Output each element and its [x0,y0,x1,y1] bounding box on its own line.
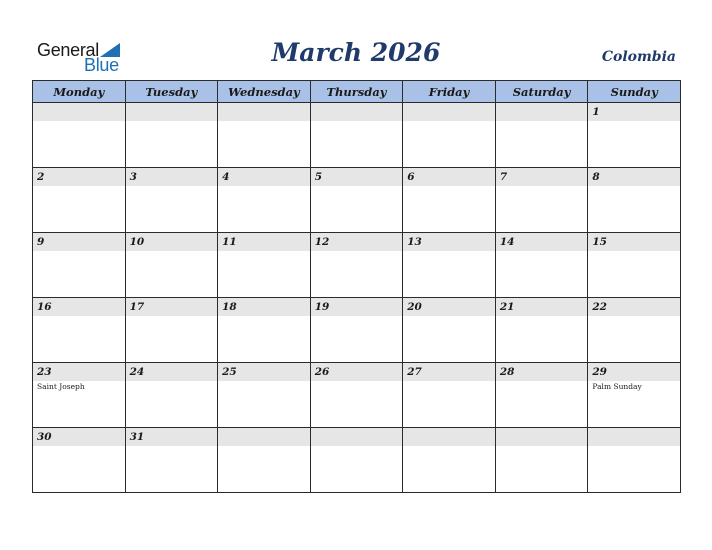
calendar-day-cell [588,168,681,233]
day-number: 29 [588,363,680,381]
day-number: 4 [218,168,310,186]
day-number: 21 [496,298,588,316]
page-title: March 2026 [271,38,441,67]
day-number [403,103,495,121]
calendar-day-cell [588,363,681,428]
day-number: 31 [126,428,218,446]
calendar-week-row [33,103,681,168]
day-number: 26 [311,363,403,381]
day-number [33,103,125,121]
weekday-header: Wednesday [218,81,311,103]
calendar-day-cell [495,103,588,168]
calendar-day-cell [218,428,311,493]
calendar-day-cell [310,103,403,168]
day-number [311,103,403,121]
calendar-week-row [33,233,681,298]
calendar-day-cell [218,103,311,168]
day-number: 27 [403,363,495,381]
calendar-day-cell [33,233,126,298]
calendar-day-cell [218,168,311,233]
calendar-day-cell [588,233,681,298]
day-number: 12 [311,233,403,251]
day-number: 25 [218,363,310,381]
calendar-day-cell [403,428,496,493]
day-number: 9 [33,233,125,251]
calendar-day-cell [495,363,588,428]
calendar-week-row [33,363,681,428]
holiday-label: Palm Sunday [592,382,642,391]
day-number [218,103,310,121]
day-number: 18 [218,298,310,316]
calendar-day-cell [33,103,126,168]
calendar-grid [32,80,681,493]
day-number: 2 [33,168,125,186]
calendar-week-row [33,168,681,233]
day-number: 19 [311,298,403,316]
day-number: 3 [126,168,218,186]
weekday-header: Sunday [588,81,681,103]
day-number: 22 [588,298,680,316]
day-number: 6 [403,168,495,186]
day-number [218,428,310,446]
calendar-day-cell [218,233,311,298]
calendar-day-cell [218,298,311,363]
calendar-day-cell [33,428,126,493]
logo-text-general: General [37,40,99,60]
day-number [311,428,403,446]
day-number: 13 [403,233,495,251]
calendar-day-cell [495,168,588,233]
calendar-day-cell [33,168,126,233]
day-number: 24 [126,363,218,381]
calendar-day-cell [218,363,311,428]
day-number: 14 [496,233,588,251]
day-number [588,428,680,446]
calendar-week-row [33,428,681,493]
calendar-day-cell [588,103,681,168]
day-number: 20 [403,298,495,316]
holiday-label: Saint Joseph [37,382,85,391]
calendar-day-cell [33,298,126,363]
calendar-day-cell [588,298,681,363]
calendar-day-cell [310,233,403,298]
day-number [126,103,218,121]
calendar-day-cell [310,168,403,233]
day-number: 17 [126,298,218,316]
calendar-day-cell [403,298,496,363]
calendar-day-cell [310,298,403,363]
weekday-header: Thursday [310,81,403,103]
day-number: 15 [588,233,680,251]
calendar-day-cell [125,233,218,298]
day-number: 23 [33,363,125,381]
calendar-day-cell [125,103,218,168]
day-number: 10 [126,233,218,251]
calendar-day-cell [495,428,588,493]
calendar-day-cell [125,298,218,363]
day-number [403,428,495,446]
calendar-day-cell [403,233,496,298]
weekday-header: Saturday [495,81,588,103]
weekday-header: Monday [33,81,126,103]
calendar-day-cell [125,428,218,493]
day-number: 5 [311,168,403,186]
day-number [496,428,588,446]
weekday-header-row [33,81,681,103]
calendar-day-cell [495,233,588,298]
weekday-header: Tuesday [125,81,218,103]
day-number: 7 [496,168,588,186]
calendar-day-cell [403,168,496,233]
calendar-day-cell [403,363,496,428]
day-number: 1 [588,103,680,121]
calendar-day-cell [125,168,218,233]
day-number: 28 [496,363,588,381]
calendar-day-cell [310,363,403,428]
day-number [496,103,588,121]
calendar-day-cell [33,363,126,428]
day-number: 11 [218,233,310,251]
country-label: Colombia [601,49,676,65]
logo-text-blue: Blue [84,55,119,75]
calendar-day-cell [403,103,496,168]
weekday-header: Friday [403,81,496,103]
calendar-day-cell [125,363,218,428]
calendar-day-cell [495,298,588,363]
calendar-week-row [33,298,681,363]
calendar-day-cell [588,428,681,493]
day-number: 16 [33,298,125,316]
day-number: 30 [33,428,125,446]
day-number: 8 [588,168,680,186]
calendar-day-cell [310,428,403,493]
